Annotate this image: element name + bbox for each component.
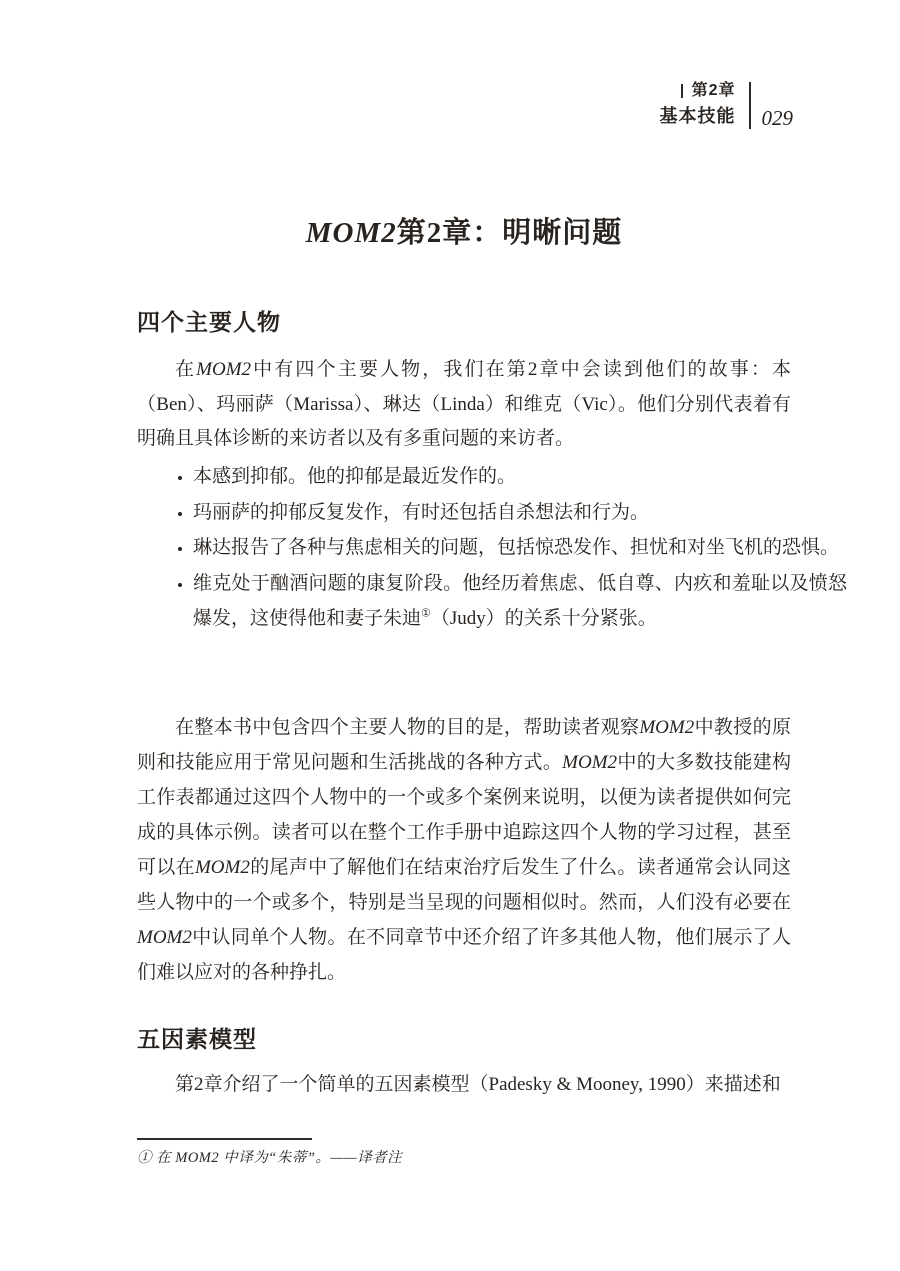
page-number: 029 (761, 106, 793, 130)
book-part-label: 基本技能 (659, 106, 736, 126)
running-header-text (660, 82, 736, 129)
list-item-linda: • 琳达报告了各种与焦虑相关的问题，包括惊恐发作、担忧和对坐飞机的恐惧。 (193, 530, 847, 566)
purpose-paragraph: 在整本书中包含四个主要人物的目的是，帮助读者观察MOM2中教授的原则和技能应用于常见问题和生活挑战的各种方式。MOM2中的大多数技能建构工作表都通过这四个人物中的一个或多个案例来说明，以便为读者提供如何完成的具体示例。读者可以在整个工作手册中追踪这四个人物的学习过程，甚至可以在MOM2的尾声中了解他们在结束治疗后发生了什么。读者通常会认同这些人物中的一个或多个，特别是当呈现的问题相似时。然而，人们没有必要在MOM2中认同单个人物。在不同章节中还介绍了许多其他人物，他们展示了人们难以应对的各种挣扎。 (137, 717, 791, 983)
header-vertical-divider (749, 82, 751, 129)
chapter-title: MOM2第2章：明晰问题 (305, 217, 623, 249)
list-item-vic: • 维克处于酗酒问题的康复阶段。他经历着焦虑、低自尊、内疚和羞耻以及愤怒爆发，这使得他和妻子朱迪①（Judy）的关系十分紧张。 (193, 566, 847, 637)
section-heading-five-factor-model: 五因素模型 (137, 1026, 257, 1052)
intro-paragraph: 在MOM2中有四个主要人物，我们在第2章中会读到他们的故事：本（Ben）、玛丽萨（Marissa）、琳达（Linda）和维克（Vic）。他们分别代表着有明确且具体诊断的来访者以及有多重问题的来访者。 (137, 359, 791, 449)
chapter-line (681, 82, 736, 100)
running-header (660, 82, 794, 129)
chapter-label: 第2章 (691, 82, 736, 99)
footnote-divider (137, 1138, 312, 1140)
header-tick-divider (681, 84, 683, 98)
character-bullet-list (137, 459, 847, 637)
translator-footnote: ① 在 MOM2 中译为“朱蒂”。——译者注 (137, 1150, 403, 1166)
section-heading-four-main-characters: 四个主要人物 (137, 309, 281, 335)
five-factor-paragraph: 第2章介绍了一个简单的五因素模型（Padesky & Mooney, 1990）来描述和 (175, 1074, 781, 1095)
list-item-ben: • 本感到抑郁。他的抑郁是最近发作的。 (193, 459, 847, 495)
list-item-marissa: • 玛丽萨的抑郁反复发作，有时还包括自杀想法和行为。 (193, 495, 847, 531)
